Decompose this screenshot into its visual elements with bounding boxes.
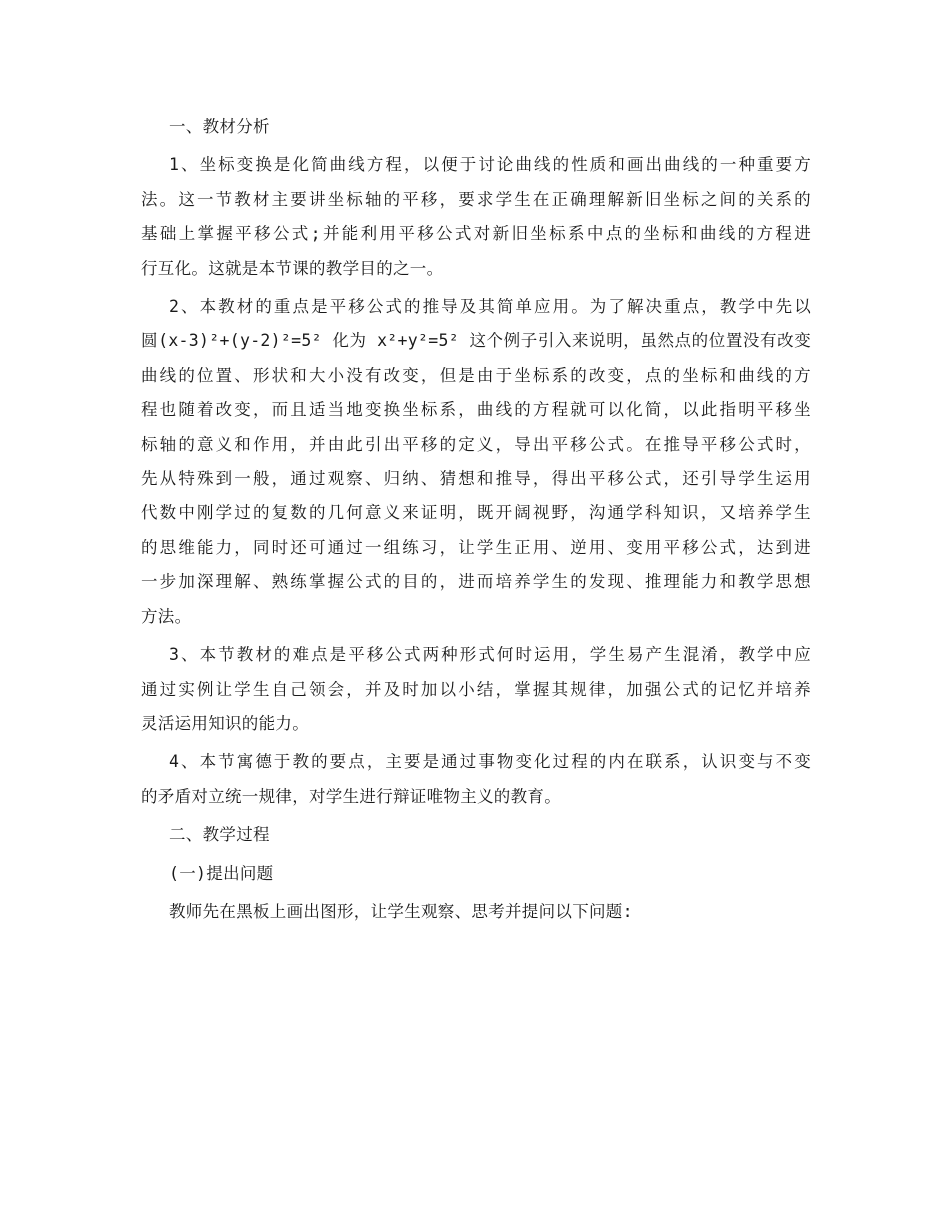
section-heading-textbook-analysis: 一、教材分析	[169, 117, 270, 136]
text-line: 基础上掌握平移公式;并能利用平移公式对新旧坐标系中点的坐标和曲线的方程进	[141, 224, 811, 244]
text-line: 3、本节教材的难点是平移公式两种形式何时运用，学生易产生混淆，教学中应	[169, 645, 811, 665]
text-line: 通过实例让学生自己领会，并及时加以小结，掌握其规律，加强公式的记忆并培养	[141, 679, 811, 699]
document-page	[141, 110, 811, 933]
text-line: 行互化。这就是本节课的教学目的之一。	[141, 258, 444, 278]
text-line: 4、本节寓德于教的要点，主要是通过事物变化过程的内在联系，认识变与不变	[169, 752, 811, 772]
text-line: 一步加深理解、熟练掌握公式的目的，进而培养学生的发现、推理能力和教学思想	[141, 572, 811, 592]
text-line: 2、本教材的重点是平移公式的推导及其简单应用。为了解决重点，教学中先以	[169, 297, 811, 317]
text-line: 1、坐标变换是化简曲线方程，以便于讨论曲线的性质和画出曲线的一种重要方	[169, 155, 811, 175]
text-line: 程也随着改变，而且适当地变换坐标系，曲线的方程就可以化简，以此指明平移坐	[141, 400, 811, 420]
paragraph-teacher-drawing: 教师先在黑板上画出图形，让学生观察、思考并提问以下问题:	[169, 901, 633, 921]
text-line: 的思维能力，同时还可通过一组练习，让学生正用、逆用、变用平移公式，达到进	[141, 537, 811, 557]
paragraph-2	[141, 290, 811, 634]
text-line: 灵活运用知识的能力。	[141, 713, 309, 733]
text-line: 的矛盾对立统一规律，对学生进行辩证唯物主义的教育。	[141, 786, 561, 806]
paragraph-3	[141, 638, 811, 741]
text-line: 曲线的位置、形状和大小没有改变，但是由于坐标系的改变，点的坐标和曲线的方	[141, 365, 811, 385]
paragraph-1	[141, 148, 811, 286]
text-line: 法。这一节教材主要讲坐标轴的平移，要求学生在正确理解新旧坐标之间的关系的	[141, 189, 811, 209]
section-heading-teaching-process: 二、教学过程	[169, 825, 270, 845]
text-line: 代数中刚学过的复数的几何意义来证明，既开阔视野，沟通学科知识，又培养学生	[141, 503, 811, 523]
subheading-raise-questions: (一)提出问题	[169, 863, 274, 883]
text-line: 圆(x-3)²+(y-2)²=5² 化为 x²+y²=5² 这个例子引入来说明，虽然点的位置没有改变	[141, 331, 811, 351]
text-line: 先从特殊到一般，通过观察、归纳、猜想和推导，得出平移公式，还引导学生运用	[141, 469, 811, 489]
paragraph-4	[141, 745, 811, 814]
text-line: 标轴的意义和作用，并由此引出平移的定义，导出平移公式。在推导平移公式时，	[141, 434, 811, 454]
text-line: 方法。	[141, 606, 192, 626]
